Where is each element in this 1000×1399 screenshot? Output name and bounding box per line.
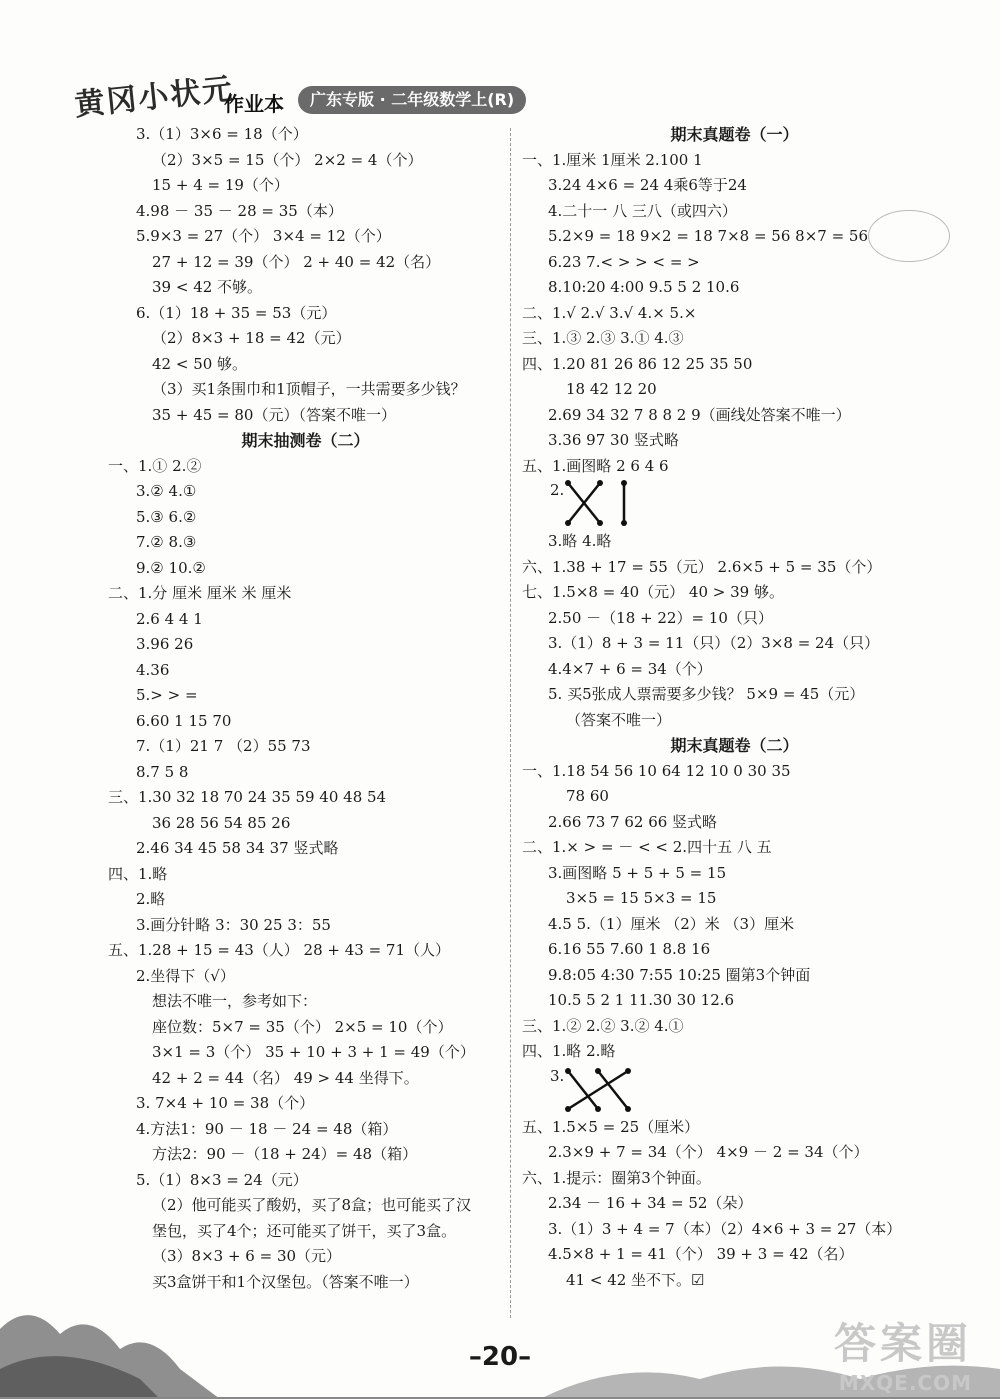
answer-line: （2）3×5 = 15（个） 2×2 = 4（个） xyxy=(152,150,423,169)
answer-line: 五、1.5×5 = 25（厘米） xyxy=(522,1117,700,1136)
answer-line: 10.5 5 2 1 11.30 30 12.6 xyxy=(548,991,735,1009)
answer-line: 4.36 xyxy=(136,660,170,679)
answer-line: 35 + 45 = 80（元）（答案不唯一） xyxy=(152,405,396,424)
matching-lines-icon xyxy=(562,1065,682,1115)
answer-line: 6.60 1 15 70 xyxy=(136,711,232,730)
answer-line: 五、1.画图略 2 6 4 6 xyxy=(522,456,669,475)
answer-line: 2.略 xyxy=(136,890,166,908)
stamp-mark xyxy=(868,210,950,262)
answer-line: 5. 买5张成人票需要多少钱？ 5×9 = 45（元） xyxy=(548,685,865,703)
answer-line: 5.（1）8×3 = 24（元） xyxy=(136,1170,308,1189)
answer-line: 4.4×7 + 6 = 34（个） xyxy=(548,659,712,678)
answer-line: 2.50 －（18 + 22）= 10（只） xyxy=(548,608,773,627)
answer-line: 27 + 12 = 39（个） 2 + 40 = 42（名） xyxy=(152,252,441,271)
answer-line: 2.69 34 32 7 8 8 2 9（画线处答案不唯一） xyxy=(548,405,851,424)
answer-line: 6.23 7.< > > < = > xyxy=(548,252,700,271)
book-name: 作业本 xyxy=(224,92,284,116)
answer-line: 5.9×3 = 27（个） 3×4 = 12（个） xyxy=(136,227,391,245)
answer-line: 41 < 42 坐不下。☑ xyxy=(566,1270,705,1289)
answer-line: 42 + 2 = 44（名） 49 > 44 坐得下。 xyxy=(152,1068,419,1087)
page-number: –20– xyxy=(468,1342,532,1372)
answer-line: 二、1.√ 2.√ 3.√ 4.× 5.× xyxy=(522,303,697,322)
answer-line: 4.方法1：90 － 18 － 24 = 48（箱） xyxy=(136,1119,398,1138)
answer-line: 3.画图略 5 + 5 + 5 = 15 xyxy=(548,863,727,882)
answer-line: 五、1.28 + 15 = 43（人） 28 + 43 = 71（人） xyxy=(108,941,451,959)
answer-line: 2.66 73 7 62 66 竖式略 xyxy=(548,812,718,831)
answer-line: 8.10:20 4:00 9.5 5 2 10.6 xyxy=(548,278,740,296)
answer-line: （2）8×3 + 18 = 42（元） xyxy=(152,329,351,347)
answer-line: 堡包，买了4个；还可能买了饼干，买了3盒。 xyxy=(152,1221,457,1240)
answer-line: 8.7 5 8 xyxy=(136,762,189,781)
answer-line: 七、1.5×8 = 40（元） 40 > 39 够。 xyxy=(522,583,784,601)
answer-line: 5.2×9 = 18 9×2 = 18 7×8 = 56 8×7 = 56 xyxy=(548,227,869,245)
answer-line: 3. 7×4 + 10 = 38（个） xyxy=(136,1094,315,1112)
answer-line: 4.5×8 + 1 = 41（个） 39 + 3 = 42（名） xyxy=(548,1245,854,1263)
right-answer-column xyxy=(522,122,947,1293)
matching-lines-icon xyxy=(562,479,682,529)
answer-line: 3.② 4.① xyxy=(136,482,197,500)
answer-line: 3.96 26 xyxy=(136,635,194,653)
answer-line: 36 28 56 54 85 26 xyxy=(152,813,291,832)
answer-line: 6.（1）18 + 35 = 53（元） xyxy=(136,303,337,322)
page-header xyxy=(0,0,1000,125)
answer-line: 四、1.20 81 26 86 12 25 35 50 xyxy=(522,354,753,373)
watermark-text: 答案圈 xyxy=(833,1319,972,1368)
answer-line: 2.坐得下（√） xyxy=(136,966,235,985)
figure-label: 3. xyxy=(550,1066,565,1085)
answer-line: 5.③ 6.② xyxy=(136,507,197,526)
answer-line: 一、1.18 54 56 10 64 12 10 0 30 35 xyxy=(522,761,791,780)
site-watermark xyxy=(834,1311,972,1395)
section-title: 期末真题卷（一） xyxy=(670,125,799,144)
answer-line: 9.② 10.② xyxy=(136,558,206,577)
brand-logo: 黄冈小状元 xyxy=(72,71,236,124)
answer-line: 二、1.分 厘米 厘米 米 厘米 xyxy=(108,584,292,602)
answer-line: 六、1.38 + 17 = 55（元） 2.6×5 + 5 = 35（个） xyxy=(522,557,882,576)
answer-line: 3×1 = 3（个） 35 + 10 + 3 + 1 = 49（个） xyxy=(152,1043,475,1061)
answer-line: 想法不唯一，参考如下： xyxy=(152,992,318,1010)
answer-line: 一、1.① 2.② xyxy=(108,456,202,475)
answer-line: （2）他可能买了酸奶，买了8盒；也可能买了汉 xyxy=(152,1196,472,1214)
answer-line: （3）8×3 + 6 = 30（元） xyxy=(152,1247,342,1265)
answer-line: 3.24 4×6 = 24 4乘6等于24 xyxy=(548,176,747,194)
answer-line: 42 < 50 够。 xyxy=(152,354,248,373)
answer-line: 7.（1）21 7 （2）55 73 xyxy=(136,737,311,755)
answer-line: 2.3×9 + 7 = 34（个） 4×9 － 2 = 34（个） xyxy=(548,1143,869,1161)
answer-line: 5.> > = xyxy=(136,686,198,704)
answer-line: 3.（1）3 + 4 = 7（本）（2）4×6 + 3 = 27（本） xyxy=(548,1219,902,1238)
answer-line: 4.98 － 35 － 28 = 35（本） xyxy=(136,201,343,220)
edition-badge: 广东专版 · 二年级数学上(R) xyxy=(298,86,526,114)
section-title: 期末抽测卷（二） xyxy=(241,431,370,450)
answer-line: （答案不唯一） xyxy=(566,710,672,729)
watermark-url: MXQE.COM xyxy=(838,1371,972,1395)
answer-line: 3.（1）3×6 = 18（个） xyxy=(136,125,308,143)
answer-line: 三、1.③ 2.③ 3.① 4.③ xyxy=(522,329,684,347)
section-title: 期末真题卷（二） xyxy=(670,736,799,755)
left-answer-column xyxy=(108,122,503,1295)
answer-line: 方法2：90 －（18 + 24）= 48（箱） xyxy=(152,1145,418,1163)
answer-line: 2.6 4 4 1 xyxy=(136,609,203,628)
column-divider xyxy=(510,128,511,1318)
answer-line: 9.8:05 4:30 7:55 10:25 圈第3个钟面 xyxy=(548,965,811,984)
answer-line: 15 + 4 = 19（个） xyxy=(152,176,289,194)
answer-line: 39 < 42 不够。 xyxy=(152,278,263,296)
answer-line: 四、1.略 2.略 xyxy=(522,1042,616,1060)
answer-line: 2.46 34 45 58 34 37 竖式略 xyxy=(136,839,339,857)
answer-line: 一、1.厘米 1厘米 2.100 1 xyxy=(522,150,703,169)
answer-line: 3×5 = 15 5×3 = 15 xyxy=(566,889,717,907)
answer-line: 二、1.× > = － < < 2.四十五 八 五 xyxy=(522,838,772,856)
matching-figure-2 xyxy=(522,1065,947,1115)
answer-line: 三、1.② 2.② 3.② 4.① xyxy=(522,1016,684,1035)
answer-line: 四、1.略 xyxy=(108,864,168,883)
answer-line: 三、1.30 32 18 70 24 35 59 40 48 54 xyxy=(108,788,387,806)
answer-line: 3.（1）8 + 3 = 11（只）（2）3×8 = 24（只） xyxy=(548,634,880,652)
answer-line: （3）买1条围巾和1顶帽子，一共需要多少钱？ xyxy=(152,380,466,398)
answer-line: 78 60 xyxy=(566,787,609,805)
answer-line: 买3盒饼干和1个汉堡包。（答案不唯一） xyxy=(152,1272,419,1291)
answer-line: 3.略 4.略 xyxy=(548,532,612,550)
answer-line: 6.16 55 7.60 1 8.8 16 xyxy=(548,940,711,958)
figure-label: 2. xyxy=(550,481,565,499)
answer-line: 3.画分针略 3：30 25 3：55 xyxy=(136,915,331,934)
answer-line: 3.36 97 30 竖式略 xyxy=(548,431,679,449)
answer-line: 7.② 8.③ xyxy=(136,533,197,551)
answer-line: 4.二十一 八 三八（或四六） xyxy=(548,201,737,220)
answer-line: 4.5 5.（1）厘米 （2）米 （3）厘米 xyxy=(548,914,795,933)
answer-line: 座位数：5×7 = 35（个） 2×5 = 10（个） xyxy=(152,1017,453,1036)
answer-line: 2.34 － 16 + 34 = 52（朵） xyxy=(548,1194,753,1212)
answer-line: 六、1.提示：圈第3个钟面。 xyxy=(522,1168,711,1187)
matching-figure-1 xyxy=(522,479,947,529)
answer-line: 18 42 12 20 xyxy=(566,380,657,398)
